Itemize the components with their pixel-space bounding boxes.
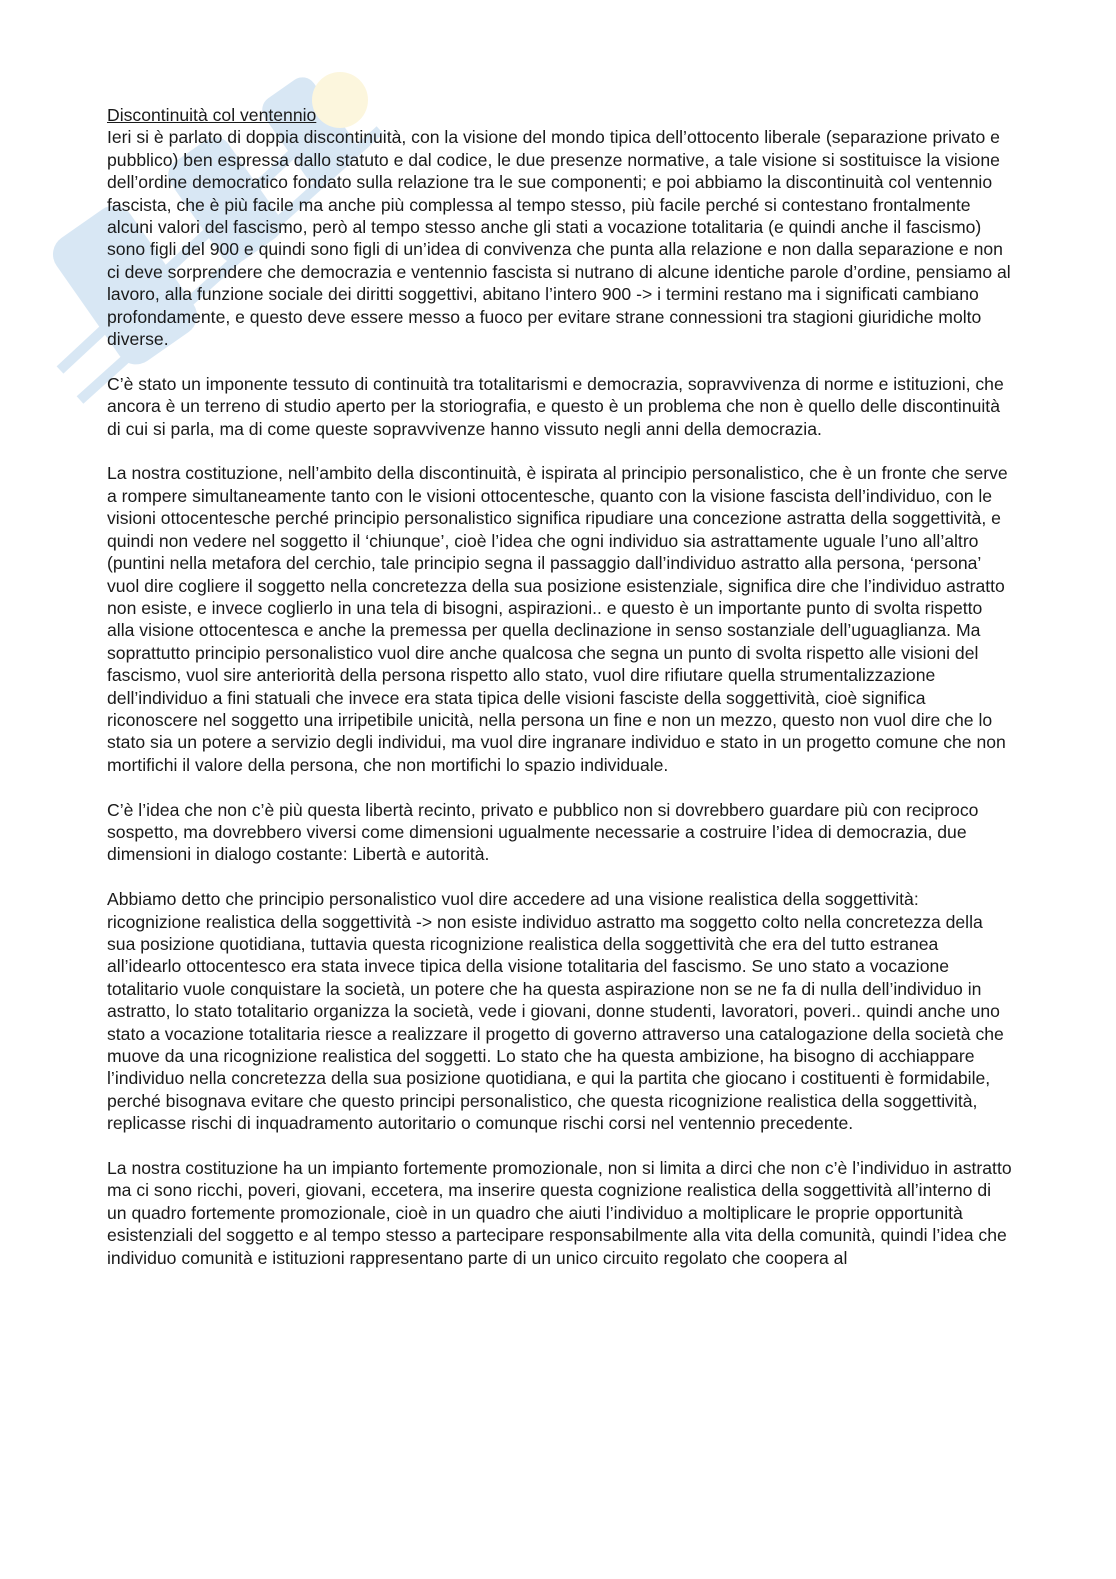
paragraph-realistic-subjectivity: Abbiamo detto che principio personalistico vuol dire accedere ad una visione realistica della soggettività: ricognizione realistica della soggettività -> non esiste individuo astratto ma soggetto colto nella concretezza della sua posizione quotidiana, tuttavia questa ricognizione realistica della soggettività che era del tutto estranea all’idearlo ottocentesco era stata invece tipica della visione totalitaria del fascismo. Se uno stato a vocazione totalitario vuole conquistare la società, un potere che ha questa aspirazione non se ne fa di nulla dell’individuo in astratto, lo stato totalitario organizza la società, vede i giovani, donne studenti, lavoratori, poveri.. quindi anche uno stato a vocazione totalitaria riesce a realizzare il progetto di governo attraverso una catalogazione della società che muove da una ricognizione realistica del soggetti. Lo stato che ha questa ambizione, ha bisogno di acchiappare l’individuo nella concretezza della sua posizione quotidiana, e qui la partita che giocano i costituenti è formidabile, perché bisognava evitare che questo principi personalistico, che questa ricognizione realistica della soggettività, replicasse rischi di inquadramento autoritario o comunque rischi corsi nel ventennio precedente. <box>107 889 1004 1134</box>
paragraph-promotional-constitution: La nostra costituzione ha un impianto fortemente promozionale, non si limita a dirci che non c’è l’individuo in astratto ma ci sono ricchi, poveri, giovani, eccetera, ma inserire questa cognizione realistica della soggettività all’interno di un quadro fortemente promozionale, cioè in un quadro che aiuti l’individuo a moltiplicare le proprie opportunità esistenziali del soggetto e al tempo stesso a partecipare responsabilmente alla vita della comunità, quindi l’idea che individuo comunità e istituzioni rappresentano parte di un unico circuito regolato che coopera al <box>107 1158 1012 1268</box>
paragraph-freedom-authority: C’è l’idea che non c’è più questa libertà recinto, privato e pubblico non si dovrebbero guardare più con reciproco sospetto, ma dovrebbero viversi come dimensioni ugualmente necessarie a costruire l’idea di democrazia, due dimensioni in dialogo costante: Libertà e autorità. <box>107 799 979 865</box>
paragraph-discontinuity: Ieri si è parlato di doppia discontinuità, con la visione del mondo tipica dell’ottocento liberale (separazione privato e pubblico) ben espressa dallo statuto e dal codice, le due presenze normative, a tale visione si sostituisce la visione dell’ordine democratico fondato sulla relazione tra le sue componenti; e poi abbiamo la discontinuità col ventennio fascista, che è più facile ma anche più complessa al tempo stesso, più facile perché si contestano frontalmente alcuni valori del fascismo, però al tempo stesso anche gli stati a vocazione totalitaria (e quindi anche il fascismo) sono figli del 900 e quindi sono figli di un’idea di convivenza che punta alla relazione e non dalla separazione e non ci deve sorprendere che democrazia e ventennio fascista si nutrano di alcune identiche parole d’ordine, pensiamo al lavoro, alla funzione sociale dei diritti soggettivi, abitano l’intero 900 -> i termini restano ma i significati cambiano profondamente, e questo deve essere messo a fuoco per evitare strane connessioni tra stagioni giuridiche molto diverse. <box>107 127 1011 350</box>
paragraph-personalism: La nostra costituzione, nell’ambito della discontinuità, è ispirata al principio personalistico, che è un fronte che serve a rompere simultaneamente tanto con le visioni ottocentesche, quanto con la visione fascista dell’individuo, con le visioni ottocentesche perché principio personalistico significa ripudiare una concezione astratta della soggettività, e quindi non vedere nel soggetto il ‘chiunque’, cioè l’idea che ogni individuo sia astrattamente uguale l’uno all’altro (puntini nella metafora del cerchio, tale principio segna il passaggio dall’individuo astratto alla persona, ‘persona’ vuol dire cogliere il soggetto nella concretezza della sua posizione esistenziale, significa dire che l’individuo astratto non esiste, e invece coglierlo in una tela di bisogni, aspirazioni.. e questo è un importante punto di svolta rispetto alla visione ottocentesca e anche la premessa per quella declinazione in senso sostanziale dell’uguaglianza. Ma soprattutto principio personalistico vuol dire anche qualcosa che segna un punto di svolta rispetto alle visioni del fascismo, vuol sire anteriorità della persona rispetto allo stato, vuol dire rifiutare quella strumentalizzazione dell’individuo a fini statuali che invece era stata tipica delle visioni fasciste della soggettività, cioè significa riconoscere nel soggetto una irripetibile unicità, nella persona un fine e non un mezzo, questo non vuol dire che lo stato sia un potere a servizio degli individui, ma vuol dire ingranare individuo e stato in un progetto comune che non mortifichi il valore della persona, che non mortifichi lo spazio individuale. <box>107 463 1008 775</box>
document-title: Discontinuità col ventennio <box>107 105 317 125</box>
document-page <box>107 104 1012 1291</box>
paragraph-continuity: C’è stato un imponente tessuto di continuità tra totalitarismi e democrazia, sopravvivenza di norme e istituzioni, che ancora è un terreno di studio aperto per la storiografia, e questo è un problema che non è quello delle discontinuità di cui si parla, ma di come queste sopravvivenze hanno vissuto negli anni della democrazia. <box>107 373 1004 439</box>
